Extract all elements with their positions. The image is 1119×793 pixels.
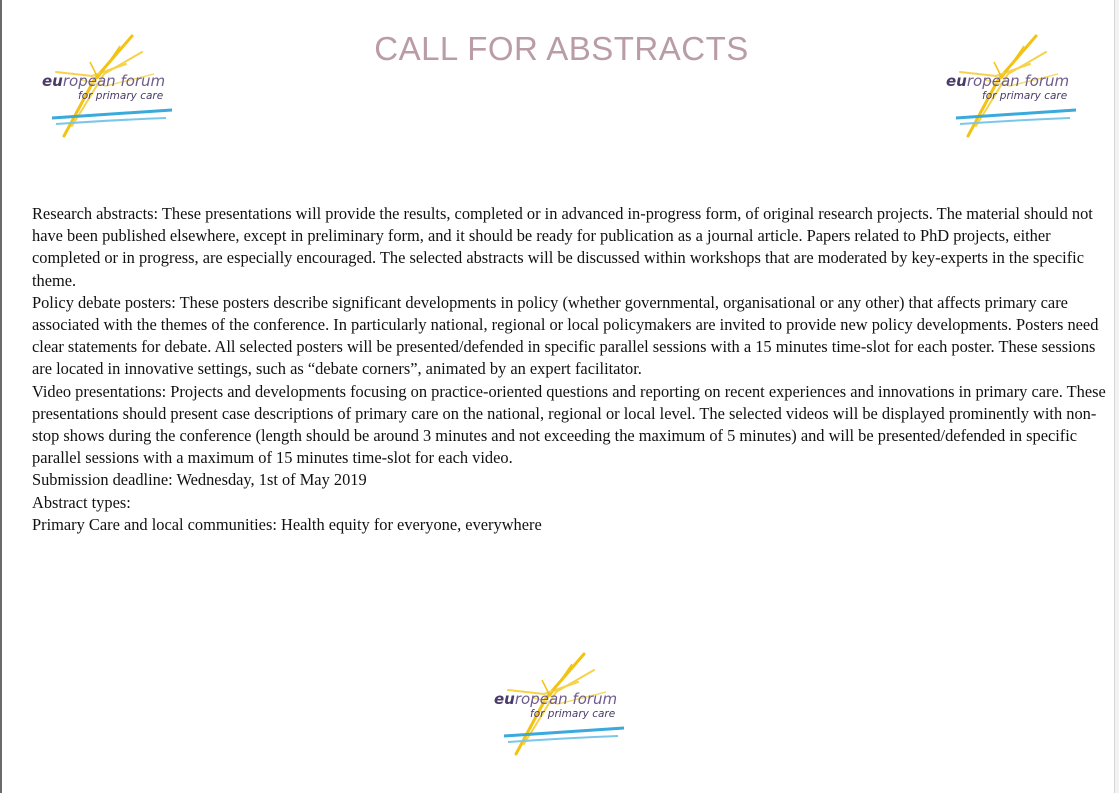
paragraph-policy-posters: Policy debate posters: These posters describe significant developments in policy (whether governmental, organisational or any other) that affects primary care associated with the themes of the conference. In particularly national, regional or local policymakers are invited to provide new policy developments. Posters need clear statements for debate. All selected posters will be presented/defended in specific parallel sessions with a 15 minutes time-slot for each poster. These sessions are located in innovative settings, such as “debate corners”, animated by an expert facilitator.: [32, 292, 1099, 379]
logo-bottom-center: [486, 652, 636, 760]
logo-eu: eu: [494, 690, 515, 708]
paragraph-research-abstracts: Research abstracts: These presentations will provide the results, completed or in advanced in-progress form, of original research projects. The material should not have been published elsewhere, except in preliminary form, and it should be ready for publication as a journal article. Papers related to PhD projects, either completed or in progress, are especially encouraged. The selected abstracts will be discussed within workshops that are moderated by key-experts in the specific theme.: [32, 204, 1093, 290]
page-title: CALL FOR ABSTRACTS: [374, 30, 749, 67]
logo-wordmark: [946, 74, 1069, 102]
logo-wordmark: [494, 692, 617, 720]
logo-top-left: [34, 34, 184, 142]
logo-tagline: for primary care: [530, 708, 616, 720]
logo-wordmark: [42, 74, 165, 102]
logo-tagline: for primary care: [78, 90, 164, 102]
logo-top-right: [938, 34, 1088, 142]
abstract-types-heading: Abstract types:: [32, 492, 131, 512]
submission-deadline: Submission deadline: Wednesday, 1st of May 2019: [32, 470, 367, 490]
logo-brand-rest: ropean forum: [514, 690, 618, 708]
logo-eu: eu: [42, 72, 63, 90]
abstract-type-item: Primary Care and local communities: Health equity for everyone, everywhere: [32, 514, 542, 534]
paragraph-video-presentations: Video presentations: Projects and developments focusing on practice-oriented questions and reporting on recent experiences and innovations in primary care. These presentations should present case descriptions of primary care on the national, regional or local level. The selected videos will be displayed prominently with non-stop shows during the conference (length should be around 3 minutes and not exceeding the maximum of 5 minutes) and will be presented/defended in specific parallel sessions with a maximum of 15 minutes time-slot for each video.: [32, 381, 1106, 468]
logo-tagline: for primary care: [982, 90, 1068, 102]
logo-brand-rest: ropean forum: [966, 72, 1070, 90]
abstract-body: [32, 203, 1107, 536]
logo-brand-rest: ropean forum: [62, 72, 166, 90]
logo-eu: eu: [946, 72, 967, 90]
